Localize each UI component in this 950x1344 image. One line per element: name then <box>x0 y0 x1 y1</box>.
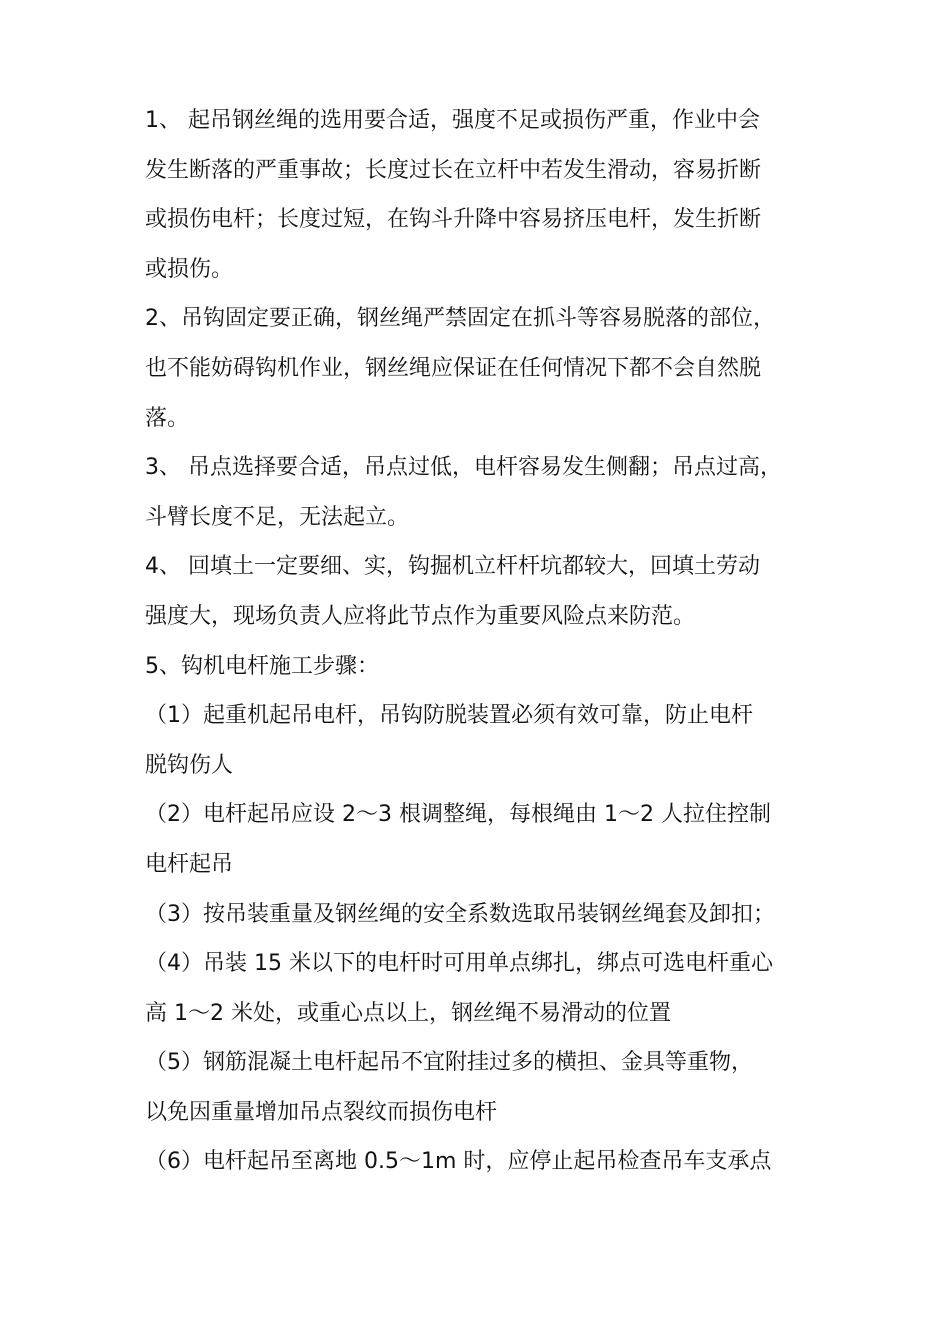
text-line: 斗臂长度不足，无法起立。 <box>145 504 410 530</box>
text-line: 脱钩伤人 <box>145 752 234 778</box>
text-line: 2、吊钩固定要正确，钢丝绳严禁固定在抓斗等容易脱落的部位， <box>145 306 775 332</box>
text-line: （1）起重机起吊电杆，吊钩防脱装置必须有效可靠，防止电杆 <box>145 703 753 729</box>
text-line: （6）电杆起吊至离地 0.5～1m 时，应停止起吊检查吊车支承点 <box>145 1149 772 1175</box>
text-line: （3）按吊装重量及钢丝绳的安全系数选取吊装钢丝绳套及卸扣； <box>145 901 775 927</box>
text-line: 3、 吊点选择要合适，吊点过低，电杆容易发生侧翻；吊点过高， <box>145 455 782 481</box>
paragraph-2 <box>145 294 835 443</box>
text-line: 5、钩机电杆施工步骤： <box>145 653 379 679</box>
paragraph-8 <box>145 890 835 940</box>
paragraph-5 <box>145 642 835 692</box>
paragraph-1 <box>145 96 835 294</box>
paragraph-9 <box>145 939 835 1038</box>
paragraph-7 <box>145 790 835 889</box>
paragraph-10 <box>145 1038 835 1137</box>
paragraph-6 <box>145 691 835 790</box>
text-line: 强度大，现场负责人应将此节点作为重要风险点来防范。 <box>145 603 696 629</box>
text-line: 4、 回填土一定要细、实，钩掘机立杆杆坑都较大，回填土劳动 <box>145 554 760 580</box>
document-body <box>145 96 835 1187</box>
text-line: 也不能妨碍钩机作业，钢丝绳应保证在任何情况下都不会自然脱 <box>145 355 762 381</box>
paragraph-3 <box>145 443 835 542</box>
text-line: （5）钢筋混凝土电杆起吊不宜附挂过多的横担、金具等重物， <box>145 1050 753 1076</box>
text-line: 电杆起吊 <box>145 851 234 877</box>
text-line: 或损伤电杆；长度过短，在钩斗升降中容易挤压电杆，发生折断 <box>145 207 762 233</box>
text-line: （4）吊装 15 米以下的电杆时可用单点绑扎，绑点可选电杆重心 <box>145 951 773 977</box>
text-line: 发生断落的严重事故；长度过长在立杆中若发生滑动，容易折断 <box>145 157 762 183</box>
paragraph-4 <box>145 542 835 641</box>
text-line: （2）电杆起吊应设 2～3 根调整绳，每根绳由 1～2 人拉住控制 <box>145 802 771 828</box>
paragraph-11 <box>145 1137 835 1187</box>
text-line: 落。 <box>145 405 190 431</box>
text-line: 1、 起吊钢丝绳的选用要合适，强度不足或损伤严重，作业中会 <box>145 108 760 133</box>
text-line: 或损伤。 <box>145 256 234 282</box>
text-line: 高 1～2 米处，或重心点以上，钢丝绳不易滑动的位置 <box>145 1000 671 1026</box>
text-line: 以免因重量增加吊点裂纹而损伤电杆 <box>145 1099 498 1125</box>
